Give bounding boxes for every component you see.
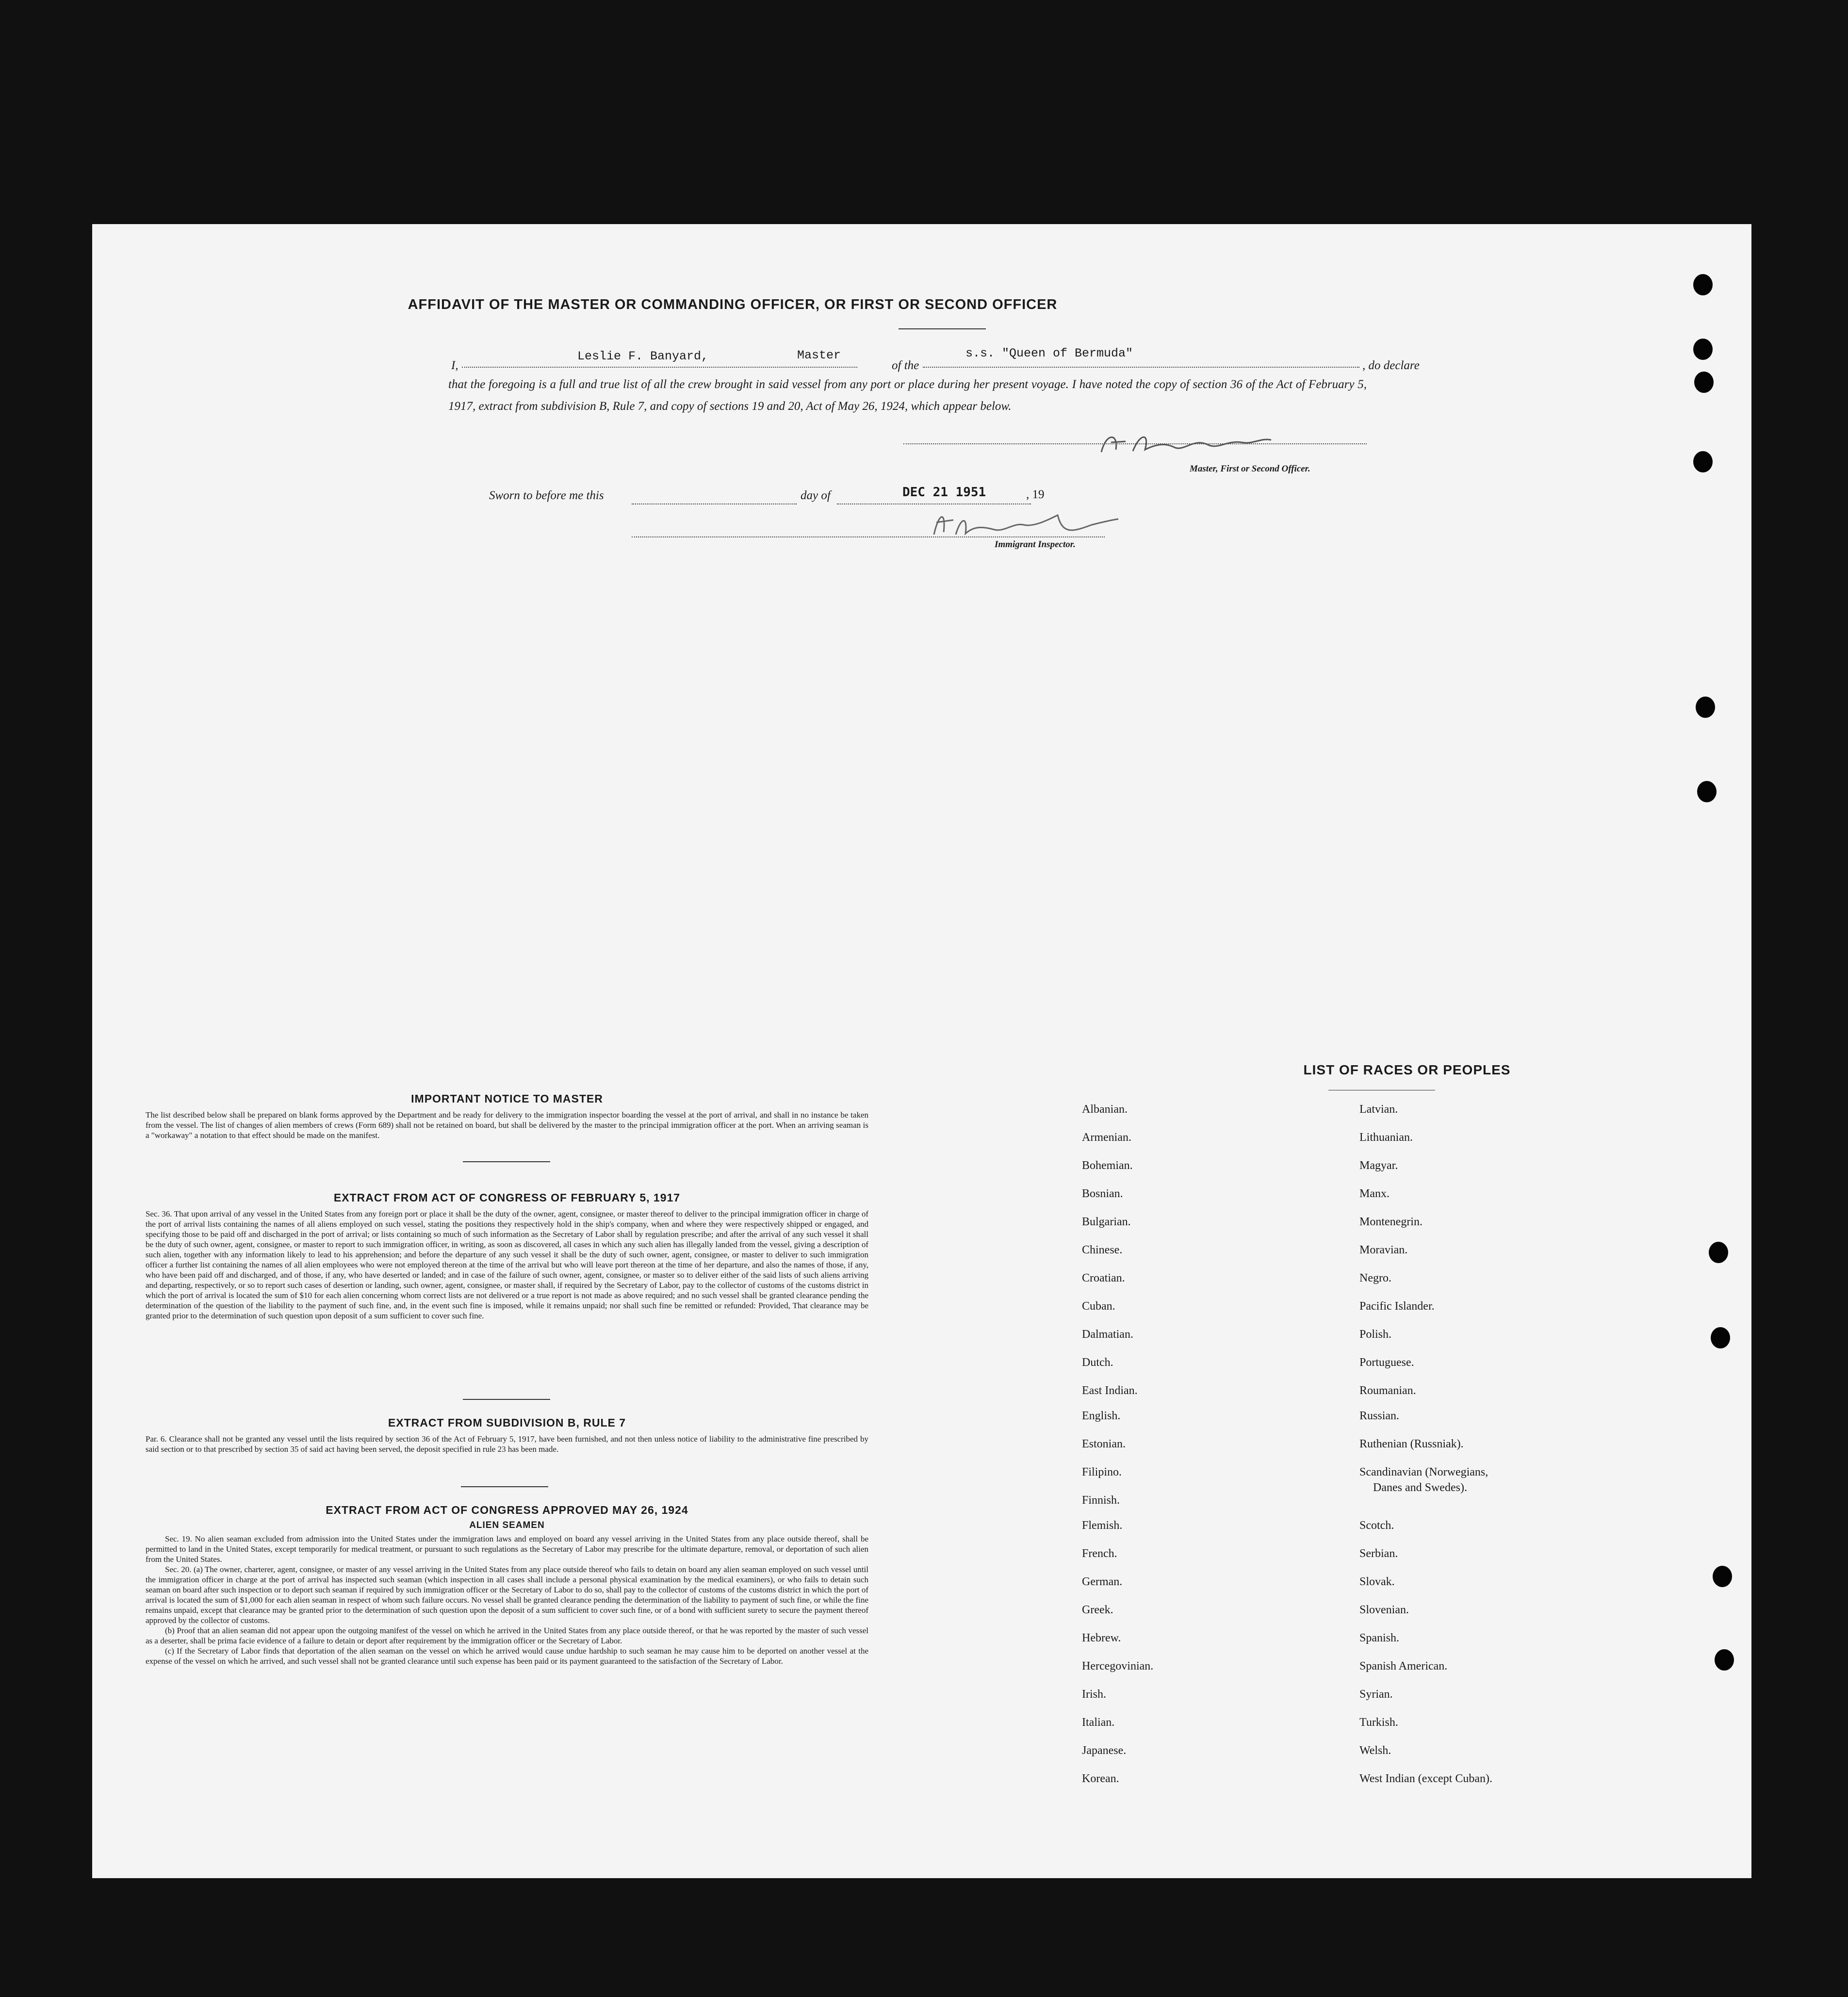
notice-text: The list described below shall be prepared on blank forms approved by the Department and be ready for delivery to the immigration inspector boarding the vessel at the port of arrival, and shall in no instance be taken from the vessel. The list of changes of alien members of crews (Form 689) shall not be retained on board, but shall be delivered by the master to the principal immigration officer at the port. When an arriving seaman is a "workaway" a notation to that effect should be made on the manifest.	[146, 1110, 868, 1140]
race-item: West Indian (except Cuban).	[1359, 1772, 1492, 1785]
inspector-caption: Immigrant Inspector.	[995, 539, 1076, 550]
officer-name: Leslie F. Banyard,	[577, 349, 709, 363]
race-item: Welsh.	[1359, 1744, 1391, 1757]
extract-1917-text: Sec. 36. That upon arrival of any vessel in the United States from any foreign port or place it shall be the duty of the owner, agent, consignee, or master thereof to deliver to the principal immigration officer in charge of the port of arrival lists containing the names of all aliens employed on such vessel, stating the positions they respectively hold in the ship's company, when and where they were respectively shipped or engaged, and specifying those to be paid off and discharged in the port of arrival; or lists containing so much of such information as the Secretary of Labor shall by regulation prescribe; and after the arrival of any such vessel it shall be the duty of such owner, agent, consignee, or master to report to such immigration officer, in writing, as soon as discovered, all cases in which any such alien has illegally landed from the vessel, giving a description of such alien, together with any information likely to lead to his apprehension; and before the departure of any such vessel it shall be the duty of such owner, agent, consignee, or master to deliver to such immigration officer a further list containing the names of all alien employees who were not employed thereon at the time of the arrival but who will leave port thereon at the time of her departure, and also the names of those, if any, who have been paid off and discharged, and of those, if any, who have deserted or landed; and in case of the failure of such owner, agent, consignee, or master so to deliver either of the said lists of such aliens arriving and departing, respectively, or so to report such cases of desertion or landing, such owner, agent, consignee, or master shall, if required by the Secretary of Labor, pay to the collector of customs of the customs district in which the port of arrival is located the sum of $10 for each alien concerning whom correct lists are not delivered or a true report is not made as above required; and no such vessel shall be granted clearance pending the determination of the question of the liability to the payment of such fine, and, in the event such fine is imposed, while it remains unpaid; nor shall such fine be remitted or refunded: Provided, That clearance may be granted prior to the determination of such question upon deposit of a sum sufficient to cover such fine.	[146, 1209, 868, 1320]
document-sheet	[92, 224, 1751, 1878]
race-item: Flemish.	[1082, 1519, 1123, 1532]
extract-rule7-text: Par. 6. Clearance shall not be granted any vessel until the lists required by section 36 of the Act of February 5, 1917, have been furnished, and not then unless notice of liability to the administrative fine prescribed by said section or to that prescribed by section 35 of said act having been served, the deposit specified in rule 23 has been made.	[146, 1434, 868, 1454]
divider	[463, 1399, 550, 1400]
race-item: Dalmatian.	[1082, 1328, 1133, 1341]
race-item: Ruthenian (Russniak).	[1359, 1438, 1464, 1450]
punch-hole	[1693, 451, 1713, 472]
race-item: Cuban.	[1082, 1300, 1115, 1313]
section-20a-paragraph: Sec. 20. (a) The owner, charterer, agent, consignee, or master of any vessel arriving in the United States from any place outside thereof who fails to detain on board any alien seaman employed on such vessel until the immigration officer in charge at the port of arrival has inspected such seaman (which inspection in all cases shall include a personal physical examination by the medical examiners), or who fails to detain such seaman on board after such inspection or to deport such seaman if required by such immigration officer or the Secretary of Labor to do so, shall pay to the collector of customs of the customs district in which the port of arrival is located the sum of $1,000 for each alien seaman in respect of whom such failure occurs. No vessel shall be granted clearance pending the determination of the liability to payment of such fine, or while the fine remains unpaid, except that clearance may be granted prior to the determination of such question upon the deposit of a sum sufficient to cover such fine, or of a bond with sufficient surety to secure the payment thereof approved by the collector of customs.	[146, 1565, 868, 1625]
races-title: LIST OF RACES OR PEOPLES	[1303, 1062, 1511, 1077]
race-item: Slovak.	[1359, 1575, 1395, 1588]
race-item: Chinese.	[1082, 1244, 1123, 1256]
race-item: English.	[1082, 1410, 1121, 1422]
race-item: Manx.	[1359, 1187, 1390, 1200]
race-item: Slovenian.	[1359, 1604, 1409, 1616]
divider	[899, 328, 986, 329]
punch-hole	[1694, 372, 1714, 393]
race-item: Bosnian.	[1082, 1187, 1123, 1200]
race-item: Magyar.	[1359, 1159, 1398, 1172]
punch-hole	[1709, 1242, 1728, 1263]
race-item: Spanish.	[1359, 1632, 1400, 1644]
race-item: Serbian.	[1359, 1547, 1398, 1560]
extract-1924-title: EXTRACT FROM ACT OF CONGRESS APPROVED MAY 26, 1924	[326, 1504, 688, 1516]
of-the-label: of the	[892, 359, 919, 372]
master-signature	[1096, 428, 1291, 462]
section-20b-paragraph: (b) Proof that an alien seaman did not appear upon the outgoing manifest of the vessel on which he arrived in the United States from any place outside thereof, or that he was reported by the master of such vessel as a deserter, shall be prima facie evidence of a failure to detain or deport after requirement by the immigration officer or the Secretary of Labor.	[146, 1626, 868, 1645]
do-declare-label: , do declare	[1362, 359, 1420, 372]
race-item: Scotch.	[1359, 1519, 1394, 1532]
race-item: Latvian.	[1359, 1103, 1398, 1116]
divider	[461, 1486, 548, 1487]
officer-rank: Master	[797, 348, 841, 362]
i-label: I,	[451, 359, 458, 372]
race-item: Japanese.	[1082, 1744, 1127, 1757]
sworn-label: Sworn to before me this	[489, 489, 604, 502]
punch-hole	[1711, 1327, 1730, 1348]
day-of-label: day of	[801, 489, 831, 502]
punch-hole	[1713, 1566, 1732, 1587]
race-item: Pacific Islander.	[1359, 1300, 1435, 1313]
race-item: Dutch.	[1082, 1356, 1113, 1369]
race-item: Montenegrin.	[1359, 1216, 1423, 1228]
race-item: Bulgarian.	[1082, 1216, 1131, 1228]
vessel-name: s.s. "Queen of Bermuda"	[965, 346, 1133, 360]
punch-hole	[1696, 697, 1715, 718]
race-item: Lithuanian.	[1359, 1131, 1413, 1144]
race-item: Turkish.	[1359, 1716, 1398, 1729]
affidavit-body: that the foregoing is a full and true list of all the crew brought in said vessel from any port or place during her present voyage. I have noted the copy of section 36 of the Act of February 5, 1917, extract from subdivision B, Rule 7, and copy of sections 19 and 20, Act of May 26, 1924, which appear below.	[448, 378, 1367, 413]
section-20c-paragraph: (c) If the Secretary of Labor finds that deportation of the alien seaman on the vessel on which he arrived would cause undue hardship to such seaman he may cause him to be deported on another vessel at the expense of the vessel on which he arrived, and such vessel shall not be granted clearance until such expense has been paid or its payment guaranteed to the satisfaction of the Secretary of Labor.	[146, 1646, 868, 1666]
extract-1924-subtitle: ALIEN SEAMEN	[469, 1520, 545, 1530]
race-item: Hercegovinian.	[1082, 1660, 1154, 1672]
race-item: French.	[1082, 1547, 1117, 1560]
punch-hole	[1693, 339, 1713, 360]
extract-rule7-title: EXTRACT FROM SUBDIVISION B, RULE 7	[388, 1416, 626, 1429]
race-item: Portuguese.	[1359, 1356, 1414, 1369]
affidavit-title: AFFIDAVIT OF THE MASTER OR COMMANDING OFFICER, OR FIRST OR SECOND OFFICER	[408, 297, 1058, 312]
race-item: East Indian.	[1082, 1384, 1138, 1397]
race-item: Estonian.	[1082, 1438, 1126, 1450]
date-stamp: DEC 21 1951	[902, 485, 986, 500]
race-item: Hebrew.	[1082, 1632, 1121, 1644]
race-item: Filipino.	[1082, 1466, 1122, 1478]
race-item: Italian.	[1082, 1716, 1115, 1729]
divider	[463, 1161, 550, 1162]
year-suffix: , 19	[1026, 488, 1045, 501]
race-item: Roumanian.	[1359, 1384, 1416, 1397]
race-item: Finnish.	[1082, 1494, 1120, 1507]
race-item: Armenian.	[1082, 1131, 1131, 1144]
race-item: Russian.	[1359, 1410, 1400, 1422]
extract-1924-text	[146, 1534, 868, 1666]
day-line	[632, 489, 797, 504]
race-item: Polish.	[1359, 1328, 1392, 1341]
inspector-signature	[927, 505, 1121, 544]
race-item: Irish.	[1082, 1688, 1106, 1701]
race-item: Danes and Swedes).	[1373, 1481, 1467, 1494]
punch-hole	[1697, 781, 1717, 802]
race-item: Negro.	[1359, 1272, 1391, 1284]
punch-hole	[1693, 274, 1713, 295]
race-item: Bohemian.	[1082, 1159, 1133, 1172]
race-item: Spanish American.	[1359, 1660, 1448, 1672]
race-item: Moravian.	[1359, 1244, 1408, 1256]
race-item: Croatian.	[1082, 1272, 1125, 1284]
race-item: Greek.	[1082, 1604, 1113, 1616]
section-19-paragraph: Sec. 19. No alien seaman excluded from admission into the United States under the immigration laws and employed on board any vessel arriving in the United States from any place outside thereof, shall be permitted to land in the United States, except temporarily for medical treatment, or pursuant to such regulations as the Secretary of Labor may prescribe for the ultimate departure, removal, or deportation of such alien from the United States.	[146, 1534, 868, 1564]
race-item: German.	[1082, 1575, 1123, 1588]
extract-1917-title: EXTRACT FROM ACT OF CONGRESS OF FEBRUARY 5, 1917	[333, 1191, 681, 1204]
race-item: Scandinavian (Norwegians,	[1359, 1466, 1488, 1478]
master-caption: Master, First or Second Officer.	[1190, 464, 1310, 474]
race-item: Albanian.	[1082, 1103, 1128, 1116]
notice-title: IMPORTANT NOTICE TO MASTER	[411, 1092, 603, 1105]
punch-hole	[1715, 1649, 1734, 1671]
race-item: Korean.	[1082, 1772, 1119, 1785]
race-item: Syrian.	[1359, 1688, 1393, 1701]
